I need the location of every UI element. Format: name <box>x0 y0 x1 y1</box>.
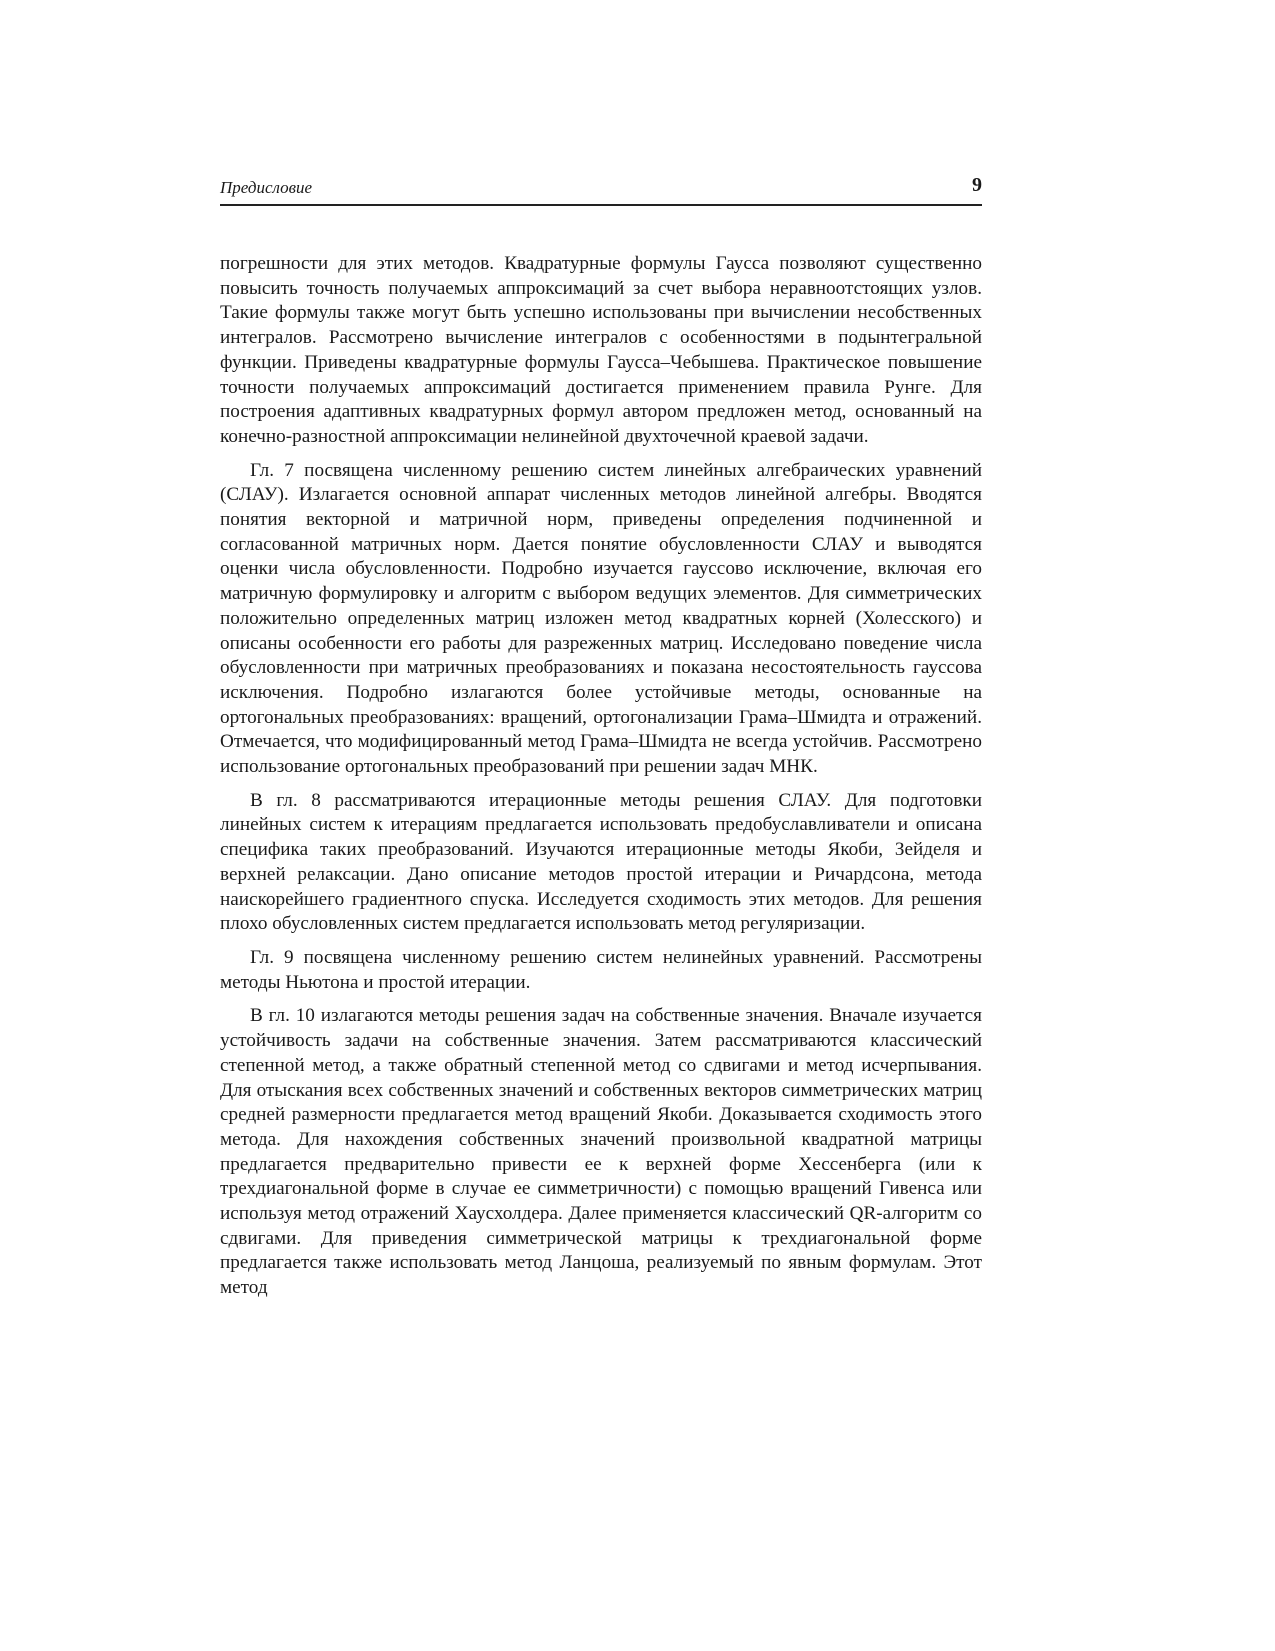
paragraph-chapter-8: В гл. 8 рассматриваются итерационные методы решения СЛАУ. Для подготовки линейных систем к итерациям предлагается использовать предобуславливатели и описана специфика таких преобразований. Изучаются итерационные методы Якоби, Зейделя и верхней релаксации. Дано описание методов простой итерации и Ричардсона, метода наискорейшего градиентного спуска. Исследуется сходимость этих методов. Для решения плохо обусловленных систем предлагается использовать метод регуляризации. <box>220 789 982 935</box>
paragraph-chapter-10: В гл. 10 излагаются методы решения задач на собственные значения. Вначале изучается устойчивость задачи на собственные значения. Затем рассматриваются классический степенной метод, а также обратный степенной метод со сдвигами и метод исчерпывания. Для отыскания всех собственных значений и собственных векторов симметрических матриц средней размерности предлагается метод вращений Якоби. Доказывается сходимость этого метода. Для нахождения собственных значений произвольной квадратной матрицы предлагается предварительно привести ее к верхней форме Хессенберга (или к трехдиагональной форме в случае ее симметричности) с помощью вращений Гивенса или используя метод отражений Хаусхолдера. Далее применяется классический QR-алгоритм со сдвигами. Для приведения симметрической матрицы к трехдиагональной форме предлагается также использовать метод Ланцоша, реализуемый по явным формулам. Этот метод <box>220 1005 982 1299</box>
body-text <box>220 252 982 1310</box>
page-number: 9 <box>972 174 982 196</box>
page-header <box>220 176 982 206</box>
running-title: Предисловие <box>220 178 313 197</box>
paragraph-continuation: погрешности для этих методов. Квадратурные формулы Гаусса позволяют существенно повысить точность получаемых аппроксимаций за счет выбора неравноотстоящих узлов. Такие формулы также могут быть успешно использованы при вычислении несобственных интегралов. Рассмотрено вычисление интегралов с особенностями в подынтегральной функции. Приведены квадратурные формулы Гаусса–Чебышева. Практическое повышение точности получаемых аппроксимаций достигается применением правила Рунге. Для построения адаптивных квадратурных формул автором предложен метод, основанный на конечно-разностной аппроксимации нелинейной двухточечной краевой задачи. <box>220 253 982 447</box>
paragraph-chapter-7: Гл. 7 посвящена численному решению систем линейных алгебраических уравнений (СЛАУ). Излагается основной аппарат численных методов линейной алгебры. Вводятся понятия векторной и матричной норм, приведены определения подчиненной и согласованной матричных норм. Дается понятие обусловленности СЛАУ и выводятся оценки числа обусловленности. Подробно изучается гауссово исключение, включая его матричную формулировку и алгоритм с выбором ведущих элементов. Для симметрических положительно определенных матриц изложен метод квадратных корней (Холесского) и описаны особенности его работы для разреженных матриц. Исследовано поведение числа обусловленности при матричных преобразованиях и показана несостоятельность гауссова исключения. Подробно излагаются более устойчивые методы, основанные на ортогональных преобразованиях: вращений, ортогонализации Грама–Шмидта и отражений. Отмечается, что модифицированный метод Грама–Шмидта не всегда устойчив. Рассмотрено использование ортогональных преобразований при решении задач МНК. <box>220 459 982 778</box>
paragraph-chapter-9: Гл. 9 посвящена численному решению систем нелинейных уравнений. Рассмотрены методы Ньютона и простой итерации. <box>220 946 982 993</box>
